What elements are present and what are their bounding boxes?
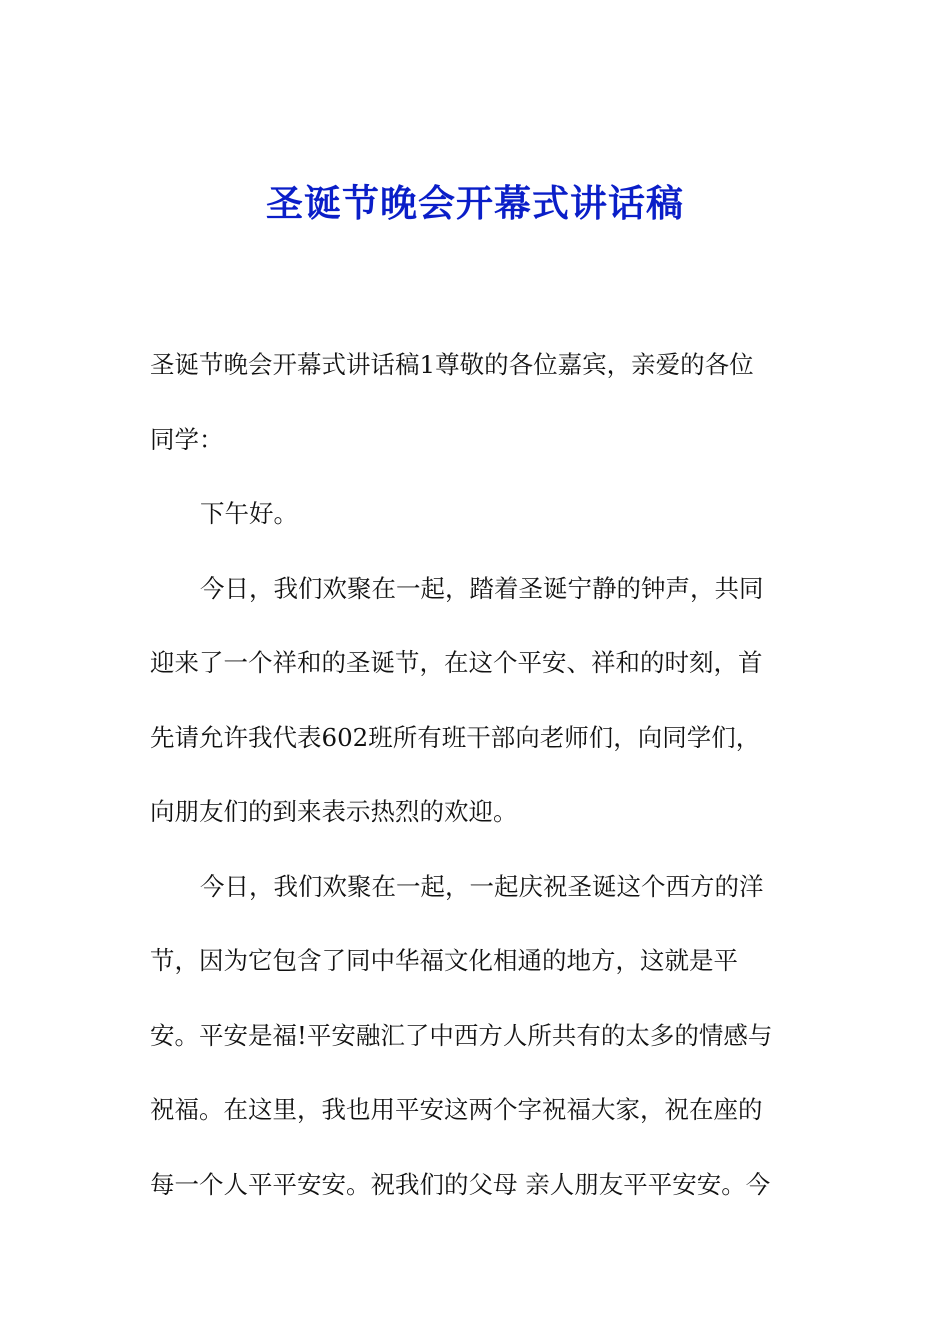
body-line: 同学： (150, 424, 224, 454)
document-title: 圣诞节晚会开幕式讲话稿 (266, 181, 684, 225)
body-line: 向朋友们的到来表示热烈的欢迎。 (150, 797, 518, 826)
body-line: 先请允许我代表602班所有班干部向老师们，向同学们， (150, 722, 761, 752)
body-line: 迎来了一个祥和的圣诞节，在这个平安、祥和的时刻，首 (150, 648, 763, 677)
body-line: 祝福。在这里，我也用平安这两个字祝福大家，祝在座的 (150, 1095, 763, 1124)
body-line: 今日，我们欢聚在一起，踏着圣诞宁静的钟声，共同 (200, 573, 764, 603)
body-line: 圣诞节晚会开幕式讲话稿1尊敬的各位嘉宾，亲爱的各位 (150, 350, 754, 379)
body-line: 今日，我们欢聚在一起，一起庆祝圣诞这个西方的洋 (200, 871, 764, 901)
document-body (150, 328, 802, 1222)
body-line: 每一个人平平安安。祝我们的父母 亲人朋友平平安安。今 (150, 1169, 771, 1199)
body-line: 安。平安是福!平安融汇了中西方人所共有的太多的情感与 (150, 1020, 773, 1050)
body-line: 节，因为它包含了同中华福文化相通的地方，这就是平 (150, 946, 738, 975)
body-line: 下午好。 (200, 499, 298, 528)
